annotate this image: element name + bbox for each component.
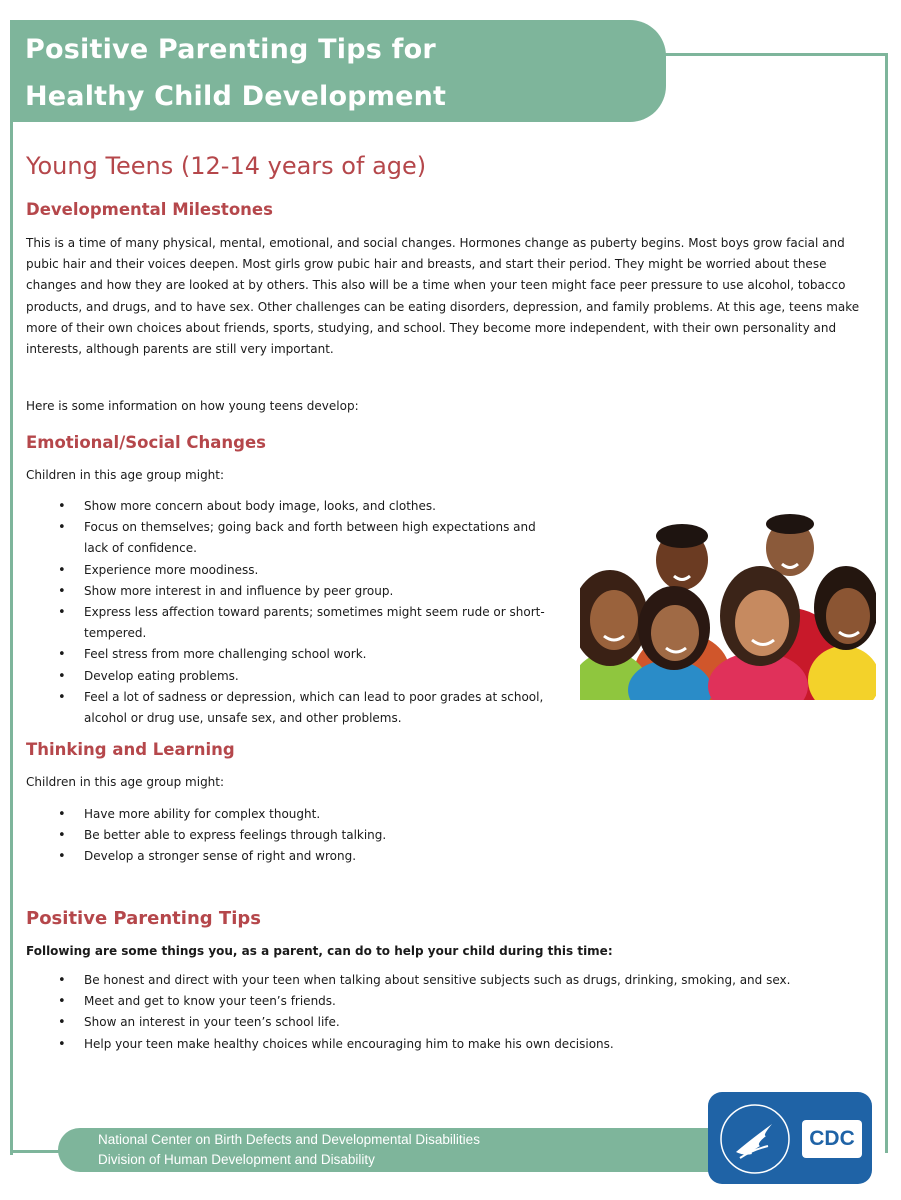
thinking-heading: Thinking and Learning <box>26 740 235 759</box>
list-item: • Develop a stronger sense of right and wrong. <box>58 846 858 867</box>
list-item: • Focus on themselves; going back and forth between high expectations and lack of confidence. <box>58 517 563 559</box>
title-line-2: Healthy Child Development <box>25 81 447 112</box>
list-item: • Be honest and direct with your teen when talking about sensitive subjects such as drugs, drinking, smoking, and sex. <box>58 970 876 991</box>
teens-photo <box>580 508 876 700</box>
list-item: • Show an interest in your teen’s school life. <box>58 1012 876 1033</box>
list-item: • Experience more moodiness. <box>58 560 563 581</box>
thinking-lead: Children in this age group might: <box>26 775 225 789</box>
list-item: • Show more interest in and influence by peer group. <box>58 581 563 602</box>
tips-list <box>58 970 876 1055</box>
frame-top-line <box>660 53 888 56</box>
milestones-heading: Developmental Milestones <box>26 200 273 219</box>
list-item: • Meet and get to know your teen’s friends. <box>58 991 876 1012</box>
thinking-list <box>58 804 858 868</box>
milestones-intro: Here is some information on how young teens develop: <box>26 399 359 413</box>
list-item: • Develop eating problems. <box>58 666 563 687</box>
list-item: • Help your teen make healthy choices while encouraging him to make his own decisions. <box>58 1034 876 1055</box>
footer-center-name: National Center on Birth Defects and Developmental Disabilities <box>98 1132 480 1147</box>
tips-heading: Positive Parenting Tips <box>26 908 261 929</box>
list-item: • Have more ability for complex thought. <box>58 804 858 825</box>
list-item: • Feel stress from more challenging school work. <box>58 644 563 665</box>
emotional-lead: Children in this age group might: <box>26 468 225 482</box>
tips-lead: Following are some things you, as a parent, can do to help your child during this time: <box>26 944 613 958</box>
hhs-eagle-icon <box>716 1100 794 1178</box>
list-item: • Show more concern about body image, looks, and clothes. <box>58 496 563 517</box>
cdc-logo-text: CDC <box>809 1127 855 1150</box>
title-line-1: Positive Parenting Tips for <box>25 34 436 65</box>
emotional-heading: Emotional/Social Changes <box>26 433 266 452</box>
footer-division-name: Division of Human Development and Disability <box>98 1152 375 1167</box>
list-item: • Feel a lot of sadness or depression, which can lead to poor grades at school, alcohol or drug use, unsafe sex, and other problems. <box>58 687 563 729</box>
emotional-list <box>58 496 563 729</box>
milestones-paragraph: This is a time of many physical, mental, emotional, and social changes. Hormones change as puberty begins. Most boys grow facial and pubic hair and their voices deepen. Most girls grow pubic hair and breasts, and start their period. They might be worried about these changes and how they are looked at by others. This also will be a time when your teen might face peer pressure to use alcohol, tobacco products, and drugs, and to have sex. Other challenges can be eating disorders, depression, and family problems. At this age, teens make more of their own choices about friends, sports, studying, and school. They become more independent, with their own personality and interests, although parents are still very important. <box>26 236 860 357</box>
frame-right-line <box>885 53 888 1153</box>
list-item: • Express less affection toward parents; sometimes might seem rude or short-tempered. <box>58 602 563 644</box>
age-group-title: Young Teens (12-14 years of age) <box>26 152 427 180</box>
list-item: • Be better able to express feelings through talking. <box>58 825 858 846</box>
frame-left-line <box>10 120 13 1155</box>
document-title <box>25 26 645 120</box>
